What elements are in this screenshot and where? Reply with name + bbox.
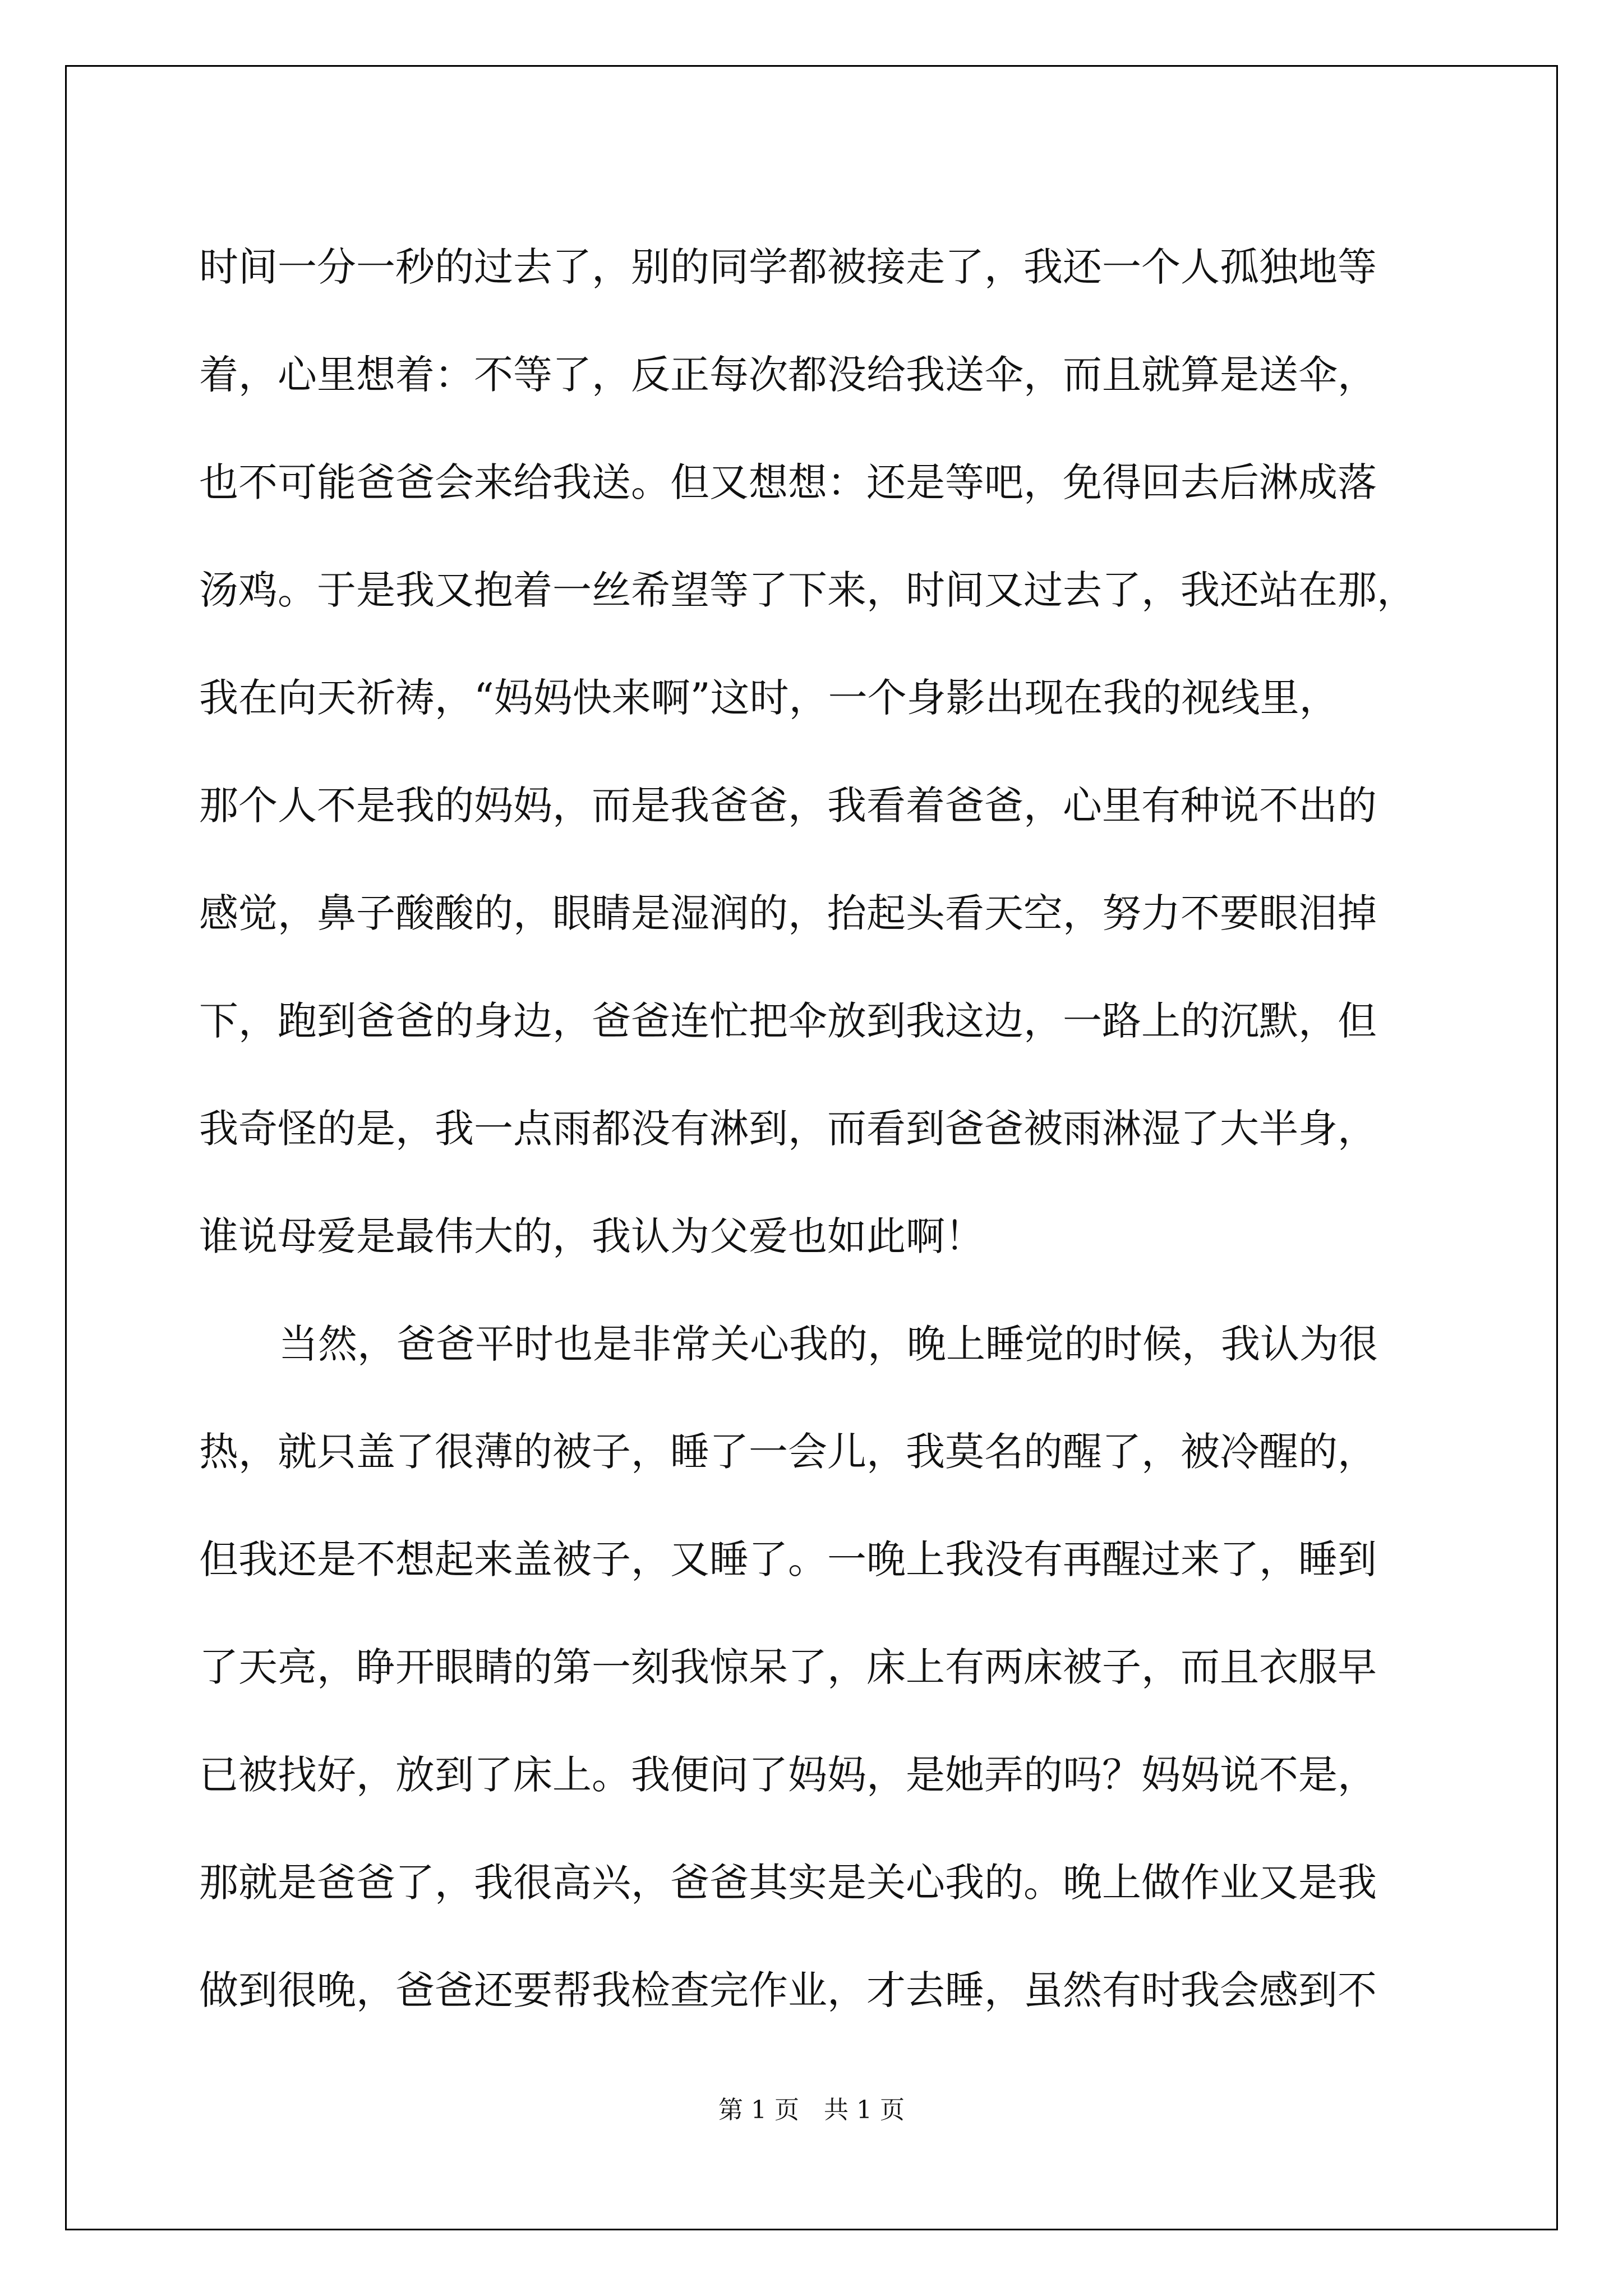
text-line: 谁说母爱是最伟大的，我认为父爱也如此啊！ — [199, 1213, 984, 1259]
text-line: 下，跑到爸爸的身边，爸爸连忙把伞放到我这边，一路上的沉默，但 — [199, 998, 1377, 1044]
document-body — [199, 213, 1467, 2044]
text-line: 感觉，鼻子酸酸的，眼睛是湿润的，抬起头看天空，努力不要眼泪掉 — [199, 890, 1377, 936]
text-line: 汤鸡。于是我又抱着一丝希望等了下来，时间又过去了，我还站在那， — [199, 567, 1416, 613]
text-line: 已被找好，放到了床上。我便问了妈妈，是她弄的吗？妈妈说不是， — [199, 1752, 1377, 1798]
text-line: 热，就只盖了很薄的被子，睡了一会儿，我莫名的醒了，被冷醒的， — [199, 1429, 1377, 1475]
text-line: 也不可能爸爸会来给我送。但又想想：还是等吧，免得回去后淋成落 — [199, 459, 1377, 505]
text-line: 但我还是不想起来盖被子，又睡了。一晚上我没有再醒过来了，睡到 — [199, 1536, 1377, 1582]
text-line: 了天亮，睁开眼睛的第一刻我惊呆了，床上有两床被子，而且衣服早 — [199, 1644, 1377, 1690]
text-line: 做到很晚，爸爸还要帮我检查完作业，才去睡，虽然有时我会感到不 — [199, 1967, 1377, 2013]
text-line: 我在向天祈祷，“妈妈快来啊”这时，一个身影出现在我的视线里， — [199, 675, 1339, 721]
paragraph-start-line: 当然，爸爸平时也是非常关心我的，晚上睡觉的时候，我认为很 — [279, 1321, 1378, 1367]
text-line: 时间一分一秒的过去了，别的同学都被接走了，我还一个人孤独地等 — [199, 244, 1377, 290]
text-line: 我奇怪的是，我一点雨都没有淋到，而看到爸爸被雨淋湿了大半身， — [199, 1106, 1377, 1152]
text-line: 那就是爸爸了，我很高兴，爸爸其实是关心我的。晚上做作业又是我 — [199, 1860, 1377, 1906]
text-line: 着，心里想着：不等了，反正每次都没给我送伞，而且就算是送伞， — [199, 352, 1377, 398]
page-number-footer: 第 1 页 共 1 页 — [718, 2096, 905, 2124]
text-line: 那个人不是我的妈妈，而是我爸爸，我看着爸爸，心里有种说不出的 — [199, 783, 1377, 829]
